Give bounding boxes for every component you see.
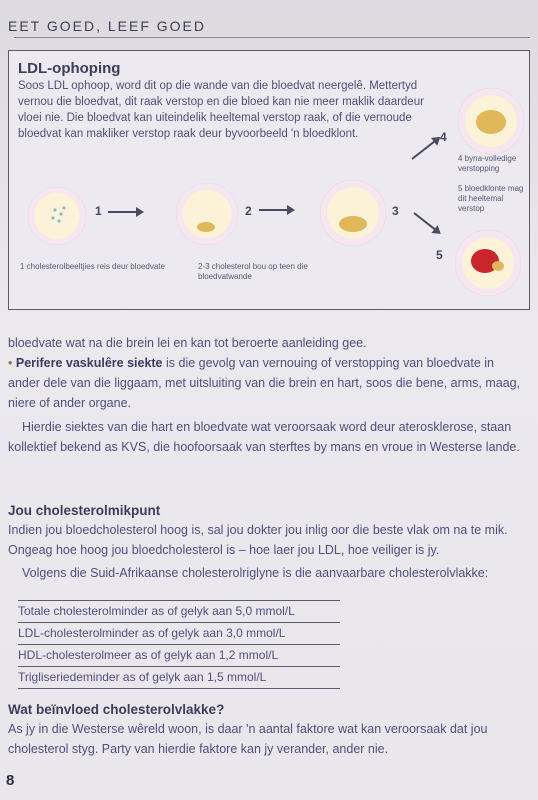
box-description: Soos LDL ophoop, word dit op die wande van die bloedvat neergelê. Mettertyd vernou die bloedvat, dit raak verstop en die bloed kan nie meer maklik daardeur vloei nie. Die bloedvat kan uiteindelik heeltemal verstop raak, of die vernoude bloedvat kan makliker verstop raak deur byvoorbeeld 'n bloedklont. [18, 80, 424, 140]
list-item: LDL-cholesterolminder as of gelyk aan 3,0 mmol/L [18, 623, 340, 645]
vessel-stage-1 [28, 187, 86, 245]
vessel-stage-3 [320, 180, 386, 246]
vessel-stage-2 [176, 183, 238, 245]
step-number-1: 1 [95, 204, 102, 218]
list-item: HDL-cholesterolmeer as of gelyk aan 1,2 mmol/L [18, 645, 340, 667]
vessel-stage-4 [458, 88, 524, 154]
arrow-right-icon [108, 211, 142, 213]
blockage-icon [458, 88, 524, 154]
list-item: Totale cholesterolminder as of gelyk aan 5,0 mmol/L [18, 600, 340, 623]
box-title: LDL-ophoping [18, 60, 121, 77]
bullet-icon: • [8, 356, 13, 370]
step-caption-2: 2-3 cholesterol bou op teen die bloedvatwande [198, 262, 308, 281]
plaque-icon [176, 183, 238, 245]
step-number-2: 2 [245, 204, 252, 218]
list-item: Trigliseriedeminder as of gelyk aan 1,5 mmol/L [18, 667, 340, 689]
page-number: 8 [6, 772, 15, 789]
cholesterol-levels-list [18, 600, 340, 689]
bullet-term: Perifere vaskulêre siekte [15, 356, 163, 370]
blood-clot-icon [455, 230, 521, 296]
running-head: EET GOED, LEEF GOED [8, 18, 207, 34]
step-caption-1: 1 cholesterolbeeltjies reis deur bloedvate [20, 262, 165, 271]
step-number-3: 3 [392, 204, 399, 218]
step-number-5: 5 [436, 248, 443, 262]
section-paragraph: As jy in die Westerse wêreld woon, is daar 'n aantal faktore wat kan veroorsaak dat jou cholesterol styg. Party van hierdie faktore kan jy verander, ander nie. [8, 722, 488, 756]
step-caption-5: 5 bloedklonte mag dit heeltemal verstop [458, 184, 524, 213]
header-rule [14, 37, 530, 38]
section-heading: Wat beïnvloed cholesterolvlakke? [8, 702, 225, 717]
bullet-text: is die gevolg van vernouing of verstopping van bloedvate in ander dele van die liggaam, met uitsluiting van die brein en hart, soos die bene, arms, maag, niere of ander organe. [8, 356, 521, 410]
section-heading: Jou cholesterolmikpunt [8, 503, 161, 518]
step-number-4: 4 [440, 130, 447, 144]
section-paragraph: Indien jou bloedcholesterol hoog is, sal jou dokter jou inlig oor die beste vlak om na te mik. Ongeag hoe hoog jou bloedcholesterol is – hoe laer jou LDL, hoe veiliger is jy. [8, 523, 508, 557]
plaque-icon [320, 180, 386, 246]
body-paragraph: Hierdie siektes van die hart en bloedvate wat veroorsaak word deur aterosklerose, staan kollektief bekend as KVS, die hoofoorsaak van sterftes by mans en vroue in Westerse lande. [8, 420, 520, 454]
step-caption-4: 4 byna-volledige verstopping [458, 154, 517, 173]
bullet-paragraph [8, 353, 528, 413]
arrow-right-icon [259, 209, 293, 211]
cholesterol-particles-icon [28, 187, 86, 245]
body-paragraph: bloedvate wat na die brein lei en kan tot beroerte aanleiding gee. [8, 336, 367, 350]
section-paragraph: Volgens die Suid-Afrikaanse cholesterolriglyne is die aanvaarbare cholesterolvlakke: [22, 566, 489, 580]
vessel-stage-5 [455, 230, 521, 296]
